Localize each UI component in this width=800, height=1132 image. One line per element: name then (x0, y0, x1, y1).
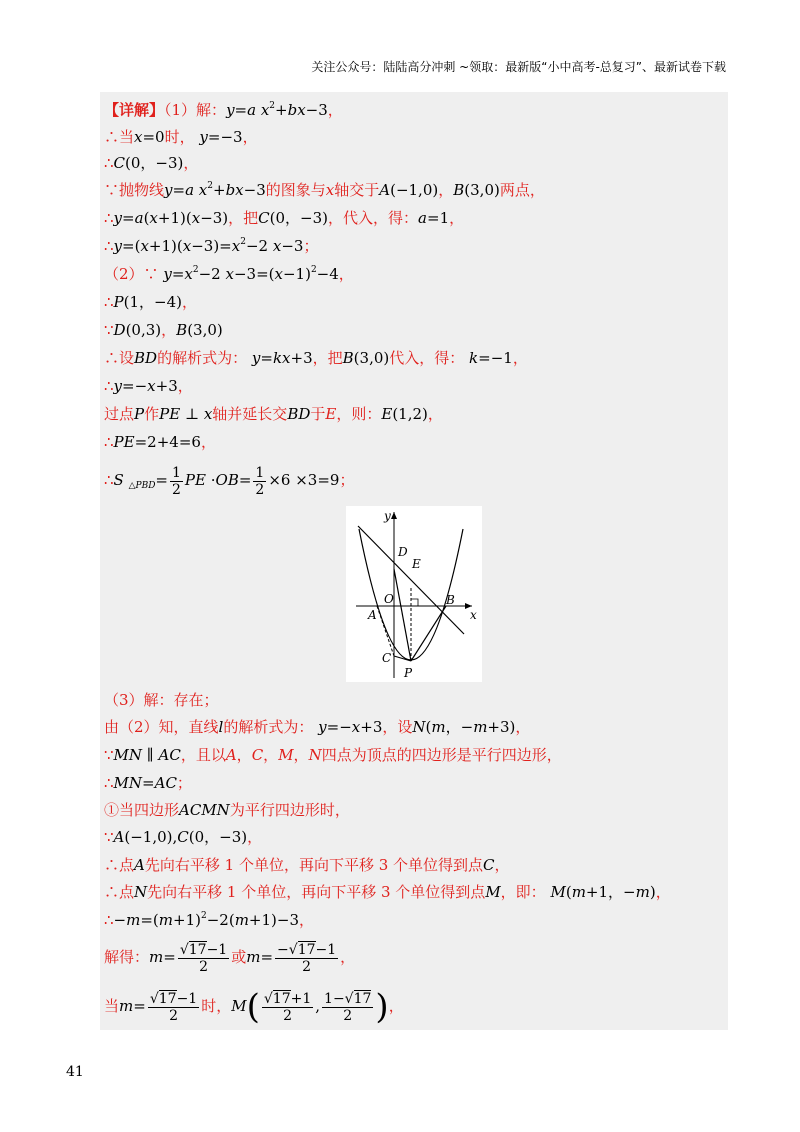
graph-svg (346, 506, 482, 682)
label-d: D (398, 545, 408, 559)
label-y: y (384, 509, 391, 523)
label-o: O (384, 592, 394, 606)
solution-line: ∴PE=2+4=6， (104, 433, 216, 451)
solution-line: （3）解：存在； (104, 691, 219, 709)
segment-ac-dashed (377, 606, 394, 656)
label-e: E (412, 557, 421, 571)
solution-line: ∴C(0，−3)， (104, 154, 199, 172)
solution-line: ∴设BD的解析式为： y=kx+3，把B(3,0)代入，得： k=−1， (104, 349, 528, 367)
segment-dp (394, 569, 411, 661)
solution-line: ∴S $_{\triangle PBD}$= $\frac{1}{2}$ PE ·OB= $\frac{1}{2}$ ×6 ×3=9； (104, 464, 355, 498)
solution-line: ∴点A先向右平移 1 个单位，再向下平移 3 个单位得到点C， (104, 856, 510, 874)
function-graph-figure (346, 506, 482, 682)
solution-line: ∴点N先向右平移 1 个单位，再向下平移 3 个单位得到点M，即： M(m+1，−m)， (104, 883, 671, 901)
label-b: B (446, 593, 455, 607)
solution-line: ∵抛物线y=a $x^2+bx-3$的图象与x轴交于A(−1,0)，B(3,0)两点， (104, 181, 545, 199)
solution-line: 当m= $\frac{√17-1}{2}$ 时，M( $\frac{√17+1}{2}$ , $\frac{1-√17}{2}$ )， (104, 987, 404, 1027)
solution-line: ∴P(1，−4)， (104, 293, 198, 311)
solution-line: $\therefore y=(x+1)(x-3)=x^2-2$ x−3； (104, 237, 319, 255)
solution-line: 过点P作PE ⊥ x轴并延长交BD于E，则：E(1,2)， (104, 405, 443, 423)
solution-line: ∵MN ∥ AC，且以A，C，M，N四点为顶点的四边形是平行四边形， (104, 746, 562, 764)
detail-tag: 【详解】 (104, 101, 165, 119)
page-header: 关注公众号：陆陆高分冲刺 ~领取：最新版“小中高考-总复习”、最新试卷下载 (311, 60, 726, 74)
label-c: C (382, 651, 392, 665)
segment-bp (411, 606, 446, 661)
solution-line: ∵D(0,3)，B(3,0) (104, 321, 223, 339)
solution-line: ∴MN=AC； (104, 774, 192, 792)
page-number: 41 (66, 1064, 84, 1080)
solution-line: $\therefore-m=(m+1)^2-2(m+1)-3$， (104, 911, 315, 929)
solution-line: 解得：m= $\frac{√17-1}{2}$ 或m= $\frac{-√17-1}{2}$ ， (104, 941, 356, 975)
solution-line: ∴y=a(x+1)(x−3)，把C(0，−3)，代入，得：a=1， (104, 209, 465, 227)
label-p: P (404, 666, 413, 680)
solution-line: （2）∵ $y=x^2-2$ $x-3=(x-1)^2-4$， (104, 265, 354, 283)
solution-line: ∵A(−1,0),C(0，−3)， (104, 828, 263, 846)
solution-line: 由（2）知，直线l的解析式为： y=−x+3，设N(m，−m+3)， (104, 718, 531, 736)
label-a: A (368, 608, 377, 622)
label-x: x (470, 608, 477, 622)
solution-line: ∴y=−x+3， (104, 377, 193, 395)
solution-line: 【详解】（1）解：y=a $x^2+bx-3$， (104, 101, 343, 119)
solution-line: ∴当x=0时， y=−3， (104, 128, 258, 146)
y-axis-arrow-icon (391, 512, 397, 519)
solution-line: ①当四边形ACMN为平行四边形时， (104, 801, 350, 819)
right-angle-mark-icon (411, 599, 418, 606)
